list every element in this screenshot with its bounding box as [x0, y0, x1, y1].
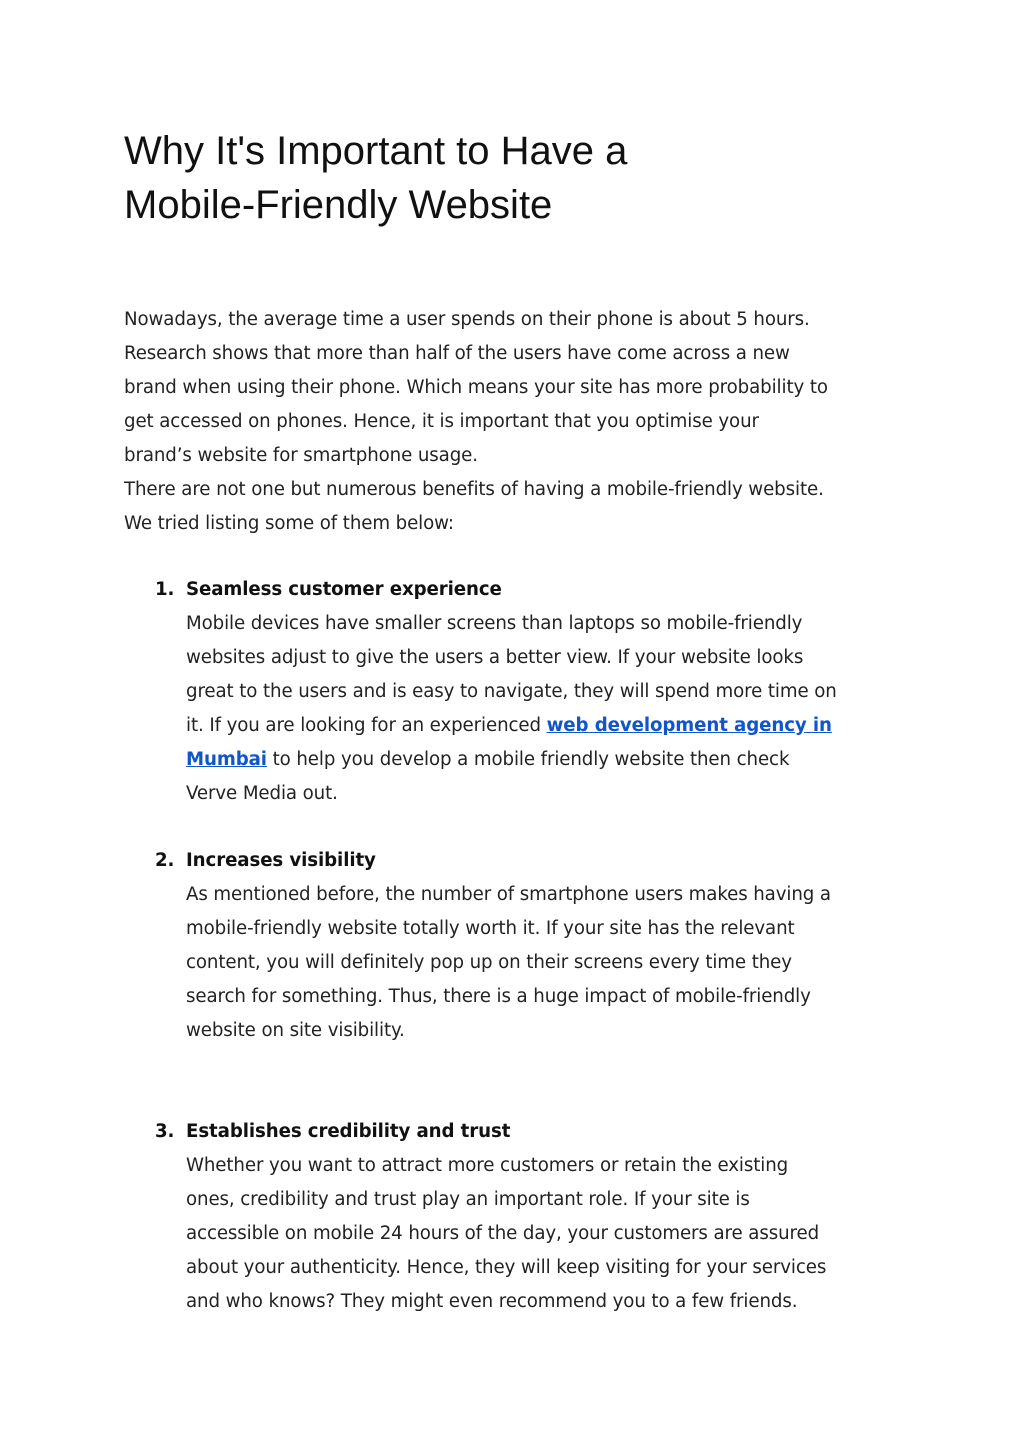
list-item-body — [186, 1149, 924, 1319]
body-line: Mobile devices have smaller screens than laptops so mobile-friendly — [186, 613, 803, 634]
body-line: accessible on mobile 24 hours of the day, your customers are assured — [186, 1223, 820, 1244]
page-title — [124, 124, 924, 232]
body-line: Verve Media out. — [186, 783, 338, 804]
intro-line: We tried listing some of them below: — [124, 513, 454, 534]
body-line: Whether you want to attract more customers or retain the existing — [186, 1155, 789, 1176]
web-development-agency-link[interactable]: web development agency in — [546, 715, 832, 736]
body-line: and who knows? They might even recommend you to a few friends. — [186, 1291, 798, 1312]
body-line: mobile-friendly website totally worth it. If your site has the relevant — [186, 918, 795, 939]
title-line: Mobile-Friendly Website — [124, 183, 553, 227]
body-text-fragment: to help you develop a mobile friendly website then check — [266, 749, 790, 770]
list-item-title: Increases visibility — [186, 850, 376, 871]
intro-line: There are not one but numerous benefits of having a mobile-friendly website. — [124, 479, 824, 500]
intro-line: get accessed on phones. Hence, it is important that you optimise your — [124, 411, 759, 432]
web-development-agency-link-continued[interactable]: Mumbai — [186, 749, 267, 770]
list-item-title: Establishes credibility and trust — [186, 1121, 511, 1142]
body-line: content, you will definitely pop up on their screens every time they — [186, 952, 792, 973]
list-item-body — [186, 878, 924, 1048]
intro-line: Nowadays, the average time a user spends on their phone is about 5 hours. — [124, 309, 810, 330]
body-text-fragment: it. If you are looking for an experienced — [186, 715, 547, 736]
body-line — [186, 709, 924, 743]
body-line: ones, credibility and trust play an important role. If your site is — [186, 1189, 750, 1210]
body-line: website on site visibility. — [186, 1020, 405, 1041]
list-item-title: Seamless customer experience — [186, 579, 502, 600]
list-item-heading — [124, 573, 924, 607]
body-line: great to the users and is easy to navigate, they will spend more time on — [186, 681, 837, 702]
list-item-credibility-trust — [124, 1115, 924, 1319]
list-item-number: 2. — [155, 850, 175, 871]
intro-line: brand when using their phone. Which means your site has more probability to — [124, 377, 828, 398]
title-line: Why It's Important to Have a — [124, 129, 628, 173]
body-line: websites adjust to give the users a better view. If your website looks — [186, 647, 804, 668]
body-line: about your authenticity. Hence, they will keep visiting for your services — [186, 1257, 827, 1278]
list-item-heading — [124, 844, 924, 878]
body-line: search for something. Thus, there is a huge impact of mobile-friendly — [186, 986, 811, 1007]
list-item-seamless-experience — [124, 573, 924, 811]
list-item-number: 3. — [155, 1121, 175, 1142]
intro-paragraph — [124, 303, 924, 541]
body-line — [186, 743, 924, 777]
intro-line: brand’s website for smartphone usage. — [124, 445, 478, 466]
list-item-heading — [124, 1115, 924, 1149]
list-item-increases-visibility — [124, 844, 924, 1048]
list-item-body — [186, 607, 924, 811]
body-line: As mentioned before, the number of smartphone users makes having a — [186, 884, 831, 905]
intro-line: Research shows that more than half of the users have come across a new — [124, 343, 790, 364]
list-item-number: 1. — [155, 579, 175, 600]
